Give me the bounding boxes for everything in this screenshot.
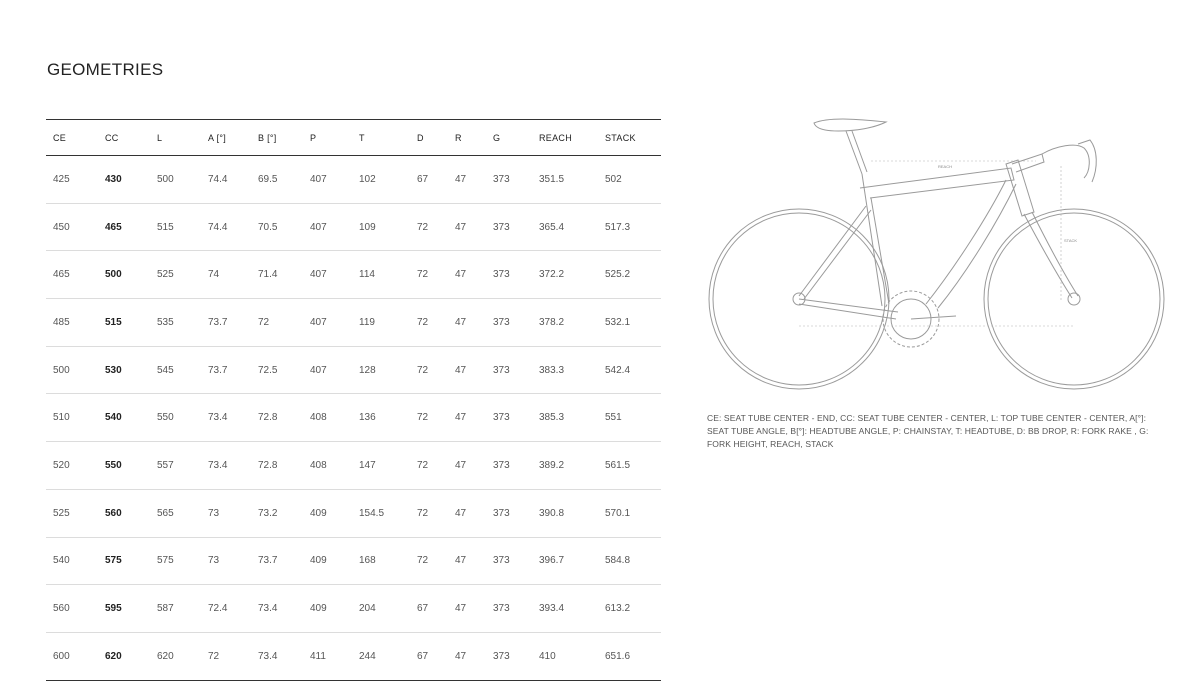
table-cell: 74.4 — [201, 203, 251, 251]
page-title: GEOMETRIES — [47, 60, 164, 79]
table-cell: 530 — [98, 346, 150, 394]
table-row — [46, 489, 661, 537]
stem — [1012, 154, 1044, 172]
header-a: A [°] — [201, 120, 251, 156]
table-row — [46, 394, 661, 442]
front-wheel — [984, 209, 1164, 389]
table-cell: 373 — [486, 251, 532, 299]
table-cell: 373 — [486, 203, 532, 251]
table-cell: 47 — [448, 251, 486, 299]
table-body — [46, 156, 661, 681]
table-cell: 385.3 — [532, 394, 598, 442]
table-cell: 557 — [150, 442, 201, 490]
table-cell: 587 — [150, 585, 201, 633]
table-cell: 620 — [150, 632, 201, 680]
table-cell: 383.3 — [532, 346, 598, 394]
table-cell: 71.4 — [251, 251, 303, 299]
table-cell: 575 — [150, 537, 201, 585]
table-cell: 409 — [303, 489, 352, 537]
table-cell: 72 — [410, 299, 448, 347]
header-cc: CC — [98, 120, 150, 156]
table-cell: 365.4 — [532, 203, 598, 251]
table-cell: 47 — [448, 346, 486, 394]
table-row — [46, 585, 661, 633]
table-cell: 425 — [46, 156, 98, 204]
table-row — [46, 156, 661, 204]
table-cell: 525 — [46, 489, 98, 537]
table-cell: 408 — [303, 442, 352, 490]
table-cell: 595 — [98, 585, 150, 633]
header-d: D — [410, 120, 448, 156]
table-cell: 651.6 — [598, 632, 661, 680]
table-cell: 72 — [410, 346, 448, 394]
seatpost — [846, 131, 867, 174]
table-cell: 47 — [448, 442, 486, 490]
table-cell: 613.2 — [598, 585, 661, 633]
table-cell: 517.3 — [598, 203, 661, 251]
table-cell: 390.8 — [532, 489, 598, 537]
top-tube — [860, 168, 1014, 198]
table-cell: 396.7 — [532, 537, 598, 585]
table-cell: 465 — [46, 251, 98, 299]
crank-arm — [911, 316, 956, 319]
table-row — [46, 346, 661, 394]
table-cell: 128 — [352, 346, 410, 394]
table-row — [46, 442, 661, 490]
table-cell: 72 — [410, 489, 448, 537]
header-r: R — [448, 120, 486, 156]
table-cell: 510 — [46, 394, 98, 442]
table-cell: 550 — [98, 442, 150, 490]
saddle — [814, 119, 886, 131]
table-cell: 502 — [598, 156, 661, 204]
seat-tube — [862, 174, 889, 306]
table-cell: 409 — [303, 585, 352, 633]
table-cell: 147 — [352, 442, 410, 490]
table-cell: 393.4 — [532, 585, 598, 633]
table-cell: 47 — [448, 203, 486, 251]
table-cell: 373 — [486, 489, 532, 537]
header-t: T — [352, 120, 410, 156]
table-row — [46, 299, 661, 347]
table-cell: 47 — [448, 299, 486, 347]
header-ce: CE — [46, 120, 98, 156]
table-cell: 69.5 — [251, 156, 303, 204]
table-cell: 551 — [598, 394, 661, 442]
table-cell: 47 — [448, 489, 486, 537]
table-cell: 584.8 — [598, 537, 661, 585]
table-cell: 515 — [98, 299, 150, 347]
table-cell: 407 — [303, 203, 352, 251]
table-cell: 373 — [486, 346, 532, 394]
table-cell: 73.7 — [201, 299, 251, 347]
table-cell: 72 — [410, 394, 448, 442]
table-cell: 407 — [303, 156, 352, 204]
table-cell: 570.1 — [598, 489, 661, 537]
front-hub — [1068, 293, 1080, 305]
table-cell: 575 — [98, 537, 150, 585]
table-cell: 525 — [150, 251, 201, 299]
stack-label: STACK — [1064, 238, 1078, 243]
table-cell: 351.5 — [532, 156, 598, 204]
table-cell: 109 — [352, 203, 410, 251]
table-cell: 520 — [46, 442, 98, 490]
table-cell: 372.2 — [532, 251, 598, 299]
table-cell: 550 — [150, 394, 201, 442]
table-cell: 72.4 — [201, 585, 251, 633]
table-cell: 485 — [46, 299, 98, 347]
table-cell: 373 — [486, 537, 532, 585]
table-cell: 73.7 — [201, 346, 251, 394]
table-cell: 73 — [201, 489, 251, 537]
table-cell: 532.1 — [598, 299, 661, 347]
table-cell: 204 — [352, 585, 410, 633]
table-cell: 168 — [352, 537, 410, 585]
table-cell: 409 — [303, 537, 352, 585]
header-l: L — [150, 120, 201, 156]
table-cell: 119 — [352, 299, 410, 347]
fork — [1024, 212, 1078, 298]
table-cell: 244 — [352, 632, 410, 680]
table-cell: 411 — [303, 632, 352, 680]
table-cell: 72.8 — [251, 394, 303, 442]
table-cell: 72 — [201, 632, 251, 680]
handlebar — [1042, 140, 1096, 182]
table-cell: 154.5 — [352, 489, 410, 537]
table-cell: 72 — [410, 203, 448, 251]
table-cell: 450 — [46, 203, 98, 251]
table-cell: 410 — [532, 632, 598, 680]
table-cell: 560 — [98, 489, 150, 537]
table-cell: 73.4 — [251, 585, 303, 633]
table-cell: 73.7 — [251, 537, 303, 585]
table-cell: 114 — [352, 251, 410, 299]
header-g: G — [486, 120, 532, 156]
table-cell: 136 — [352, 394, 410, 442]
table-row — [46, 203, 661, 251]
header-reach: REACH — [532, 120, 598, 156]
table-cell: 74 — [201, 251, 251, 299]
table-cell: 545 — [150, 346, 201, 394]
table-cell: 540 — [98, 394, 150, 442]
header-b: B [°] — [251, 120, 303, 156]
table-cell: 47 — [448, 394, 486, 442]
table-cell: 73.4 — [251, 632, 303, 680]
table-cell: 515 — [150, 203, 201, 251]
table-cell: 542.4 — [598, 346, 661, 394]
table-cell: 500 — [98, 251, 150, 299]
table-row — [46, 537, 661, 585]
table-cell: 47 — [448, 156, 486, 204]
table-cell: 47 — [448, 632, 486, 680]
table-cell: 373 — [486, 156, 532, 204]
table-cell: 72 — [410, 537, 448, 585]
geometry-table — [46, 119, 661, 681]
table-cell: 465 — [98, 203, 150, 251]
table-cell: 565 — [150, 489, 201, 537]
table-cell: 620 — [98, 632, 150, 680]
table-cell: 600 — [46, 632, 98, 680]
table-cell: 373 — [486, 394, 532, 442]
table-cell: 378.2 — [532, 299, 598, 347]
table-cell: 430 — [98, 156, 150, 204]
header-stack: STACK — [598, 120, 661, 156]
table-cell: 389.2 — [532, 442, 598, 490]
table-cell: 500 — [46, 346, 98, 394]
table-header-row — [46, 120, 661, 156]
table-cell: 73.2 — [251, 489, 303, 537]
table-cell: 540 — [46, 537, 98, 585]
table-cell: 102 — [352, 156, 410, 204]
table-cell: 407 — [303, 346, 352, 394]
table-cell: 73 — [201, 537, 251, 585]
table-cell: 500 — [150, 156, 201, 204]
table-cell: 373 — [486, 442, 532, 490]
table-cell: 408 — [303, 394, 352, 442]
table-cell: 72 — [410, 442, 448, 490]
table-cell: 373 — [486, 632, 532, 680]
table-cell: 72 — [410, 251, 448, 299]
table-cell: 407 — [303, 251, 352, 299]
table-cell: 67 — [410, 585, 448, 633]
table-cell: 73.4 — [201, 442, 251, 490]
table-cell: 525.2 — [598, 251, 661, 299]
table-cell: 70.5 — [251, 203, 303, 251]
table-cell: 407 — [303, 299, 352, 347]
table-cell: 72.5 — [251, 346, 303, 394]
table-cell: 47 — [448, 585, 486, 633]
table-cell: 535 — [150, 299, 201, 347]
table-cell: 67 — [410, 632, 448, 680]
table-cell: 47 — [448, 537, 486, 585]
header-p: P — [303, 120, 352, 156]
reach-label: REACH — [938, 164, 953, 169]
geometry-legend: CE: SEAT TUBE CENTER - END, CC: SEAT TUBE CENTER - CENTER, L: TOP TUBE CENTER - CENTER, A[°]: SEAT TUBE ANGLE, B[°]: HEADTUBE ANGLE, P: CHAINSTAY, T: HEADTUBE, D: BB DROP, R: FORK RAKE , G: FORK HEIGHT, REACH, STACK — [707, 413, 1149, 449]
bike-geometry-diagram — [706, 116, 1166, 406]
table-row — [46, 251, 661, 299]
table-cell: 560 — [46, 585, 98, 633]
table-cell: 74.4 — [201, 156, 251, 204]
table-cell: 73.4 — [201, 394, 251, 442]
table-cell: 373 — [486, 585, 532, 633]
table-cell: 373 — [486, 299, 532, 347]
table-cell: 67 — [410, 156, 448, 204]
table-cell: 72.8 — [251, 442, 303, 490]
seatstay — [799, 206, 871, 299]
table-cell: 72 — [251, 299, 303, 347]
table-row — [46, 632, 661, 680]
table-cell: 561.5 — [598, 442, 661, 490]
